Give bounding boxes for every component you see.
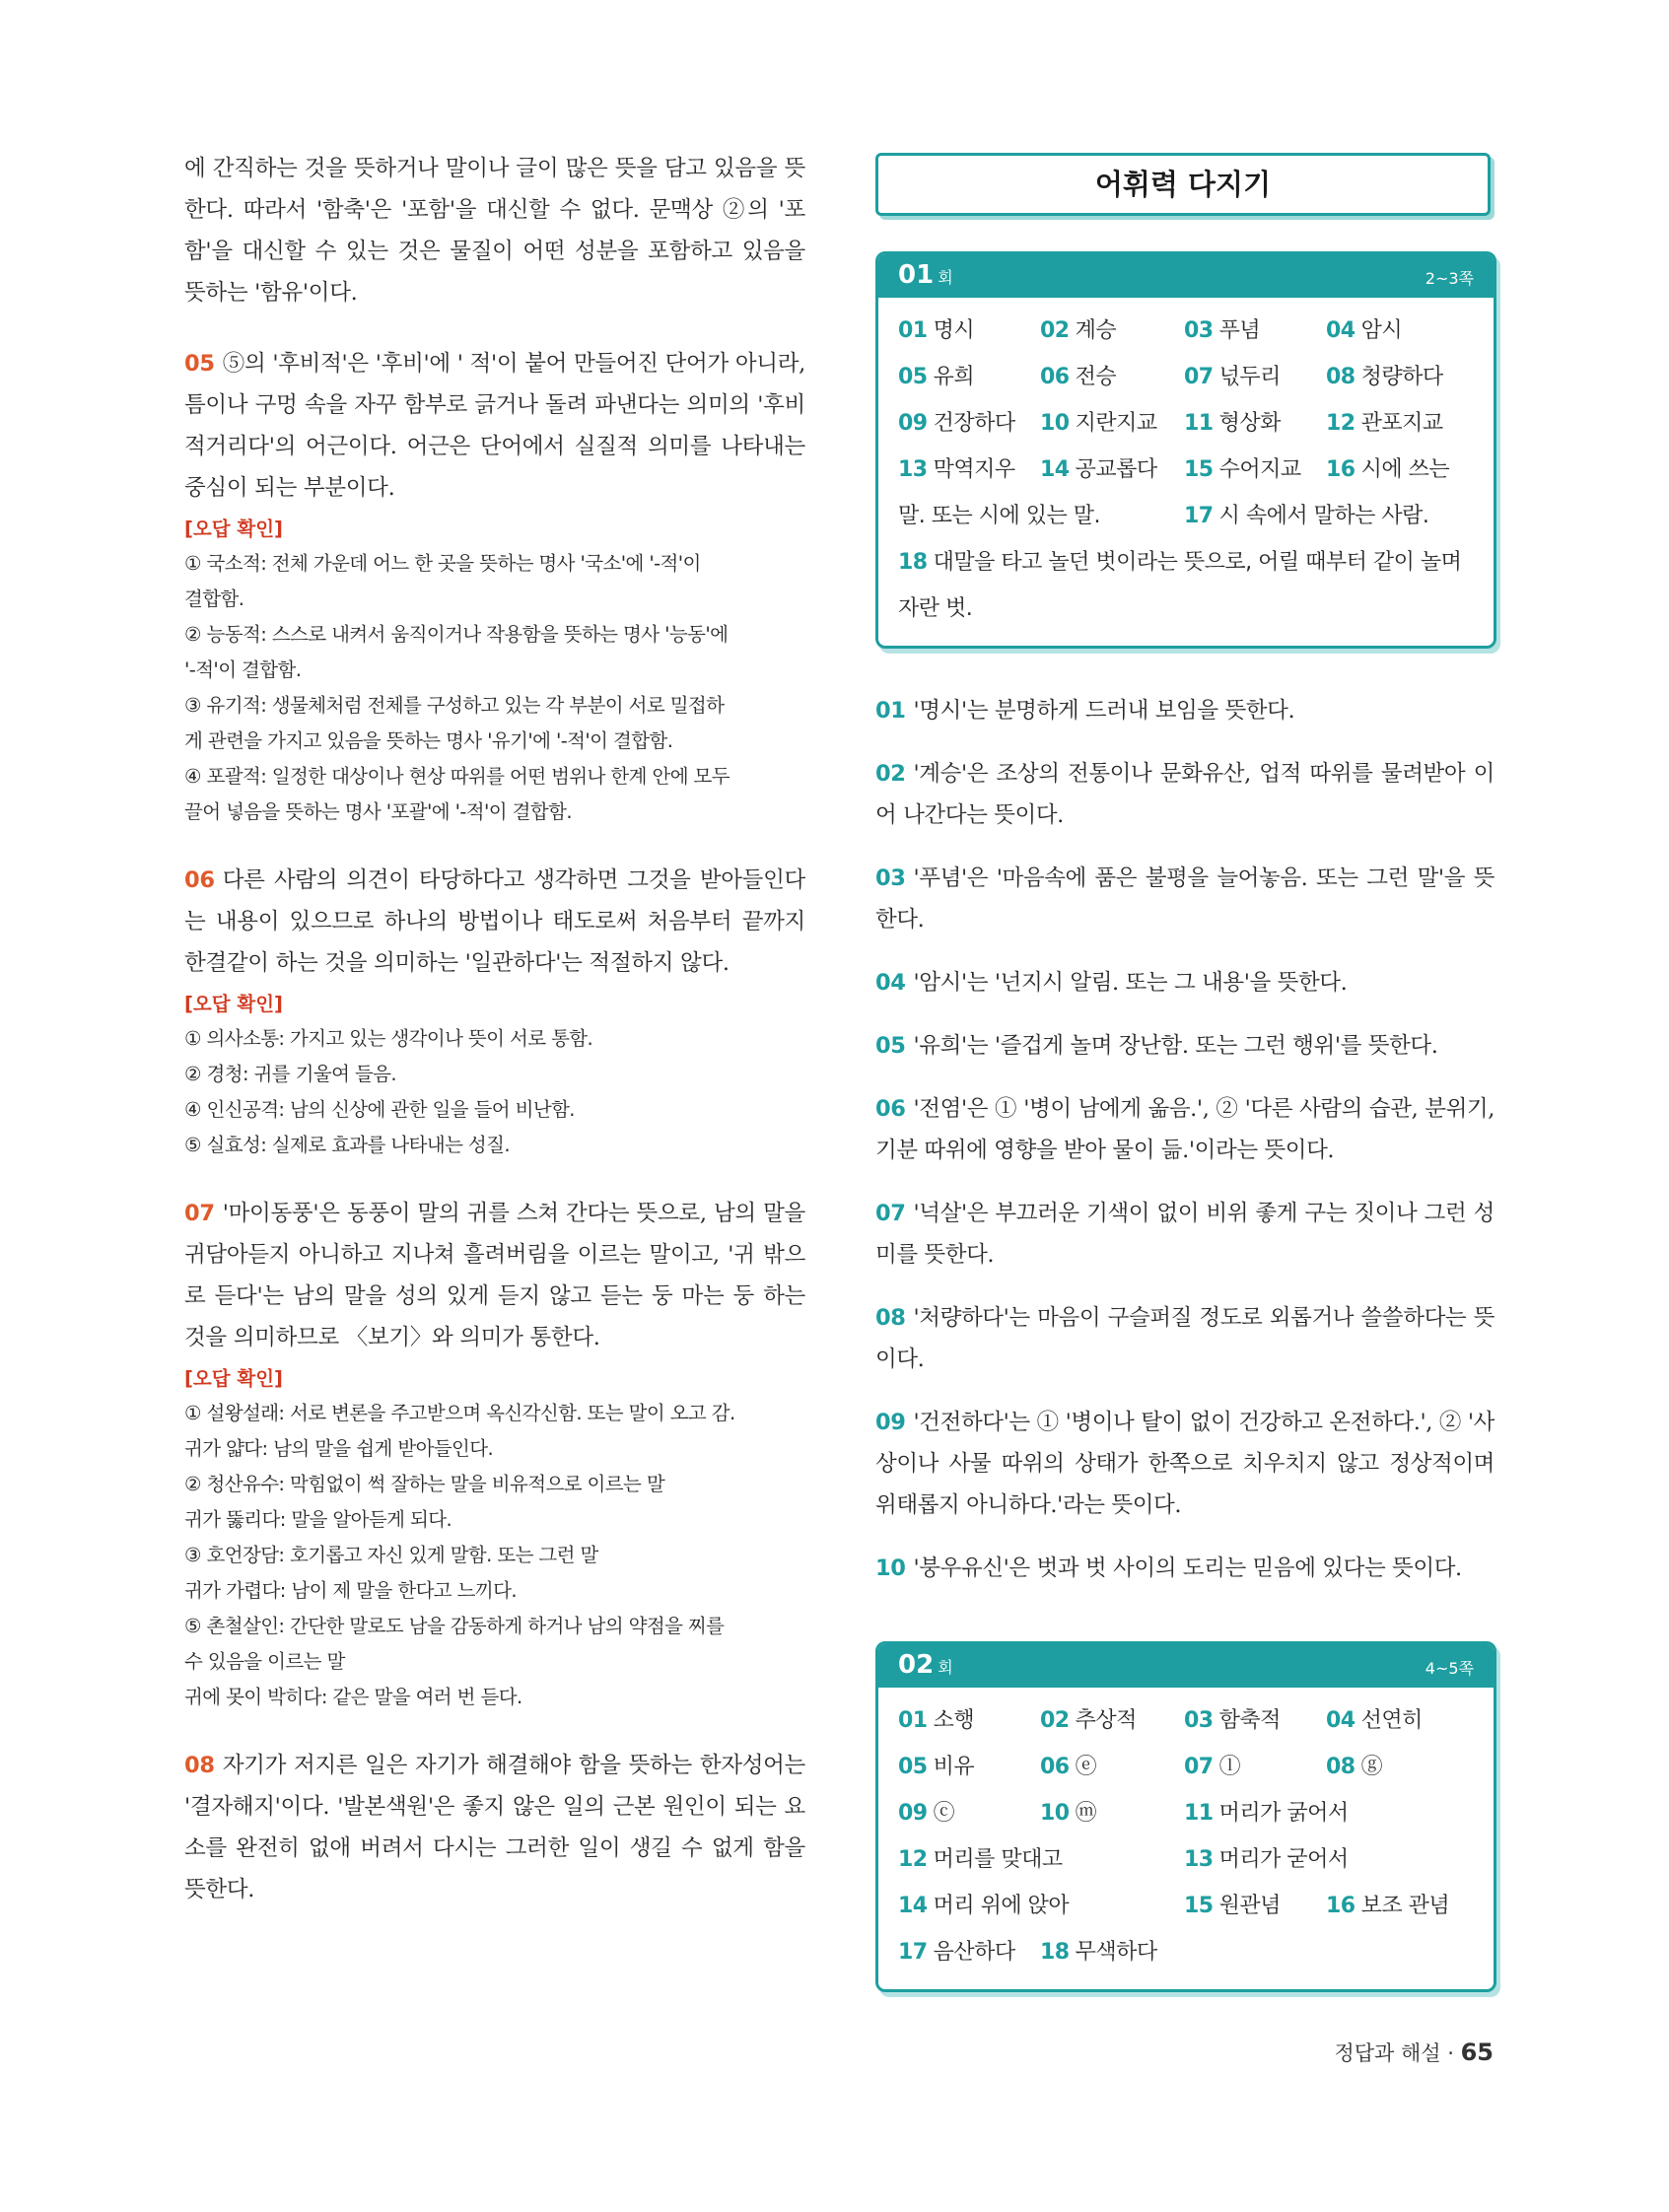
item-number: 18 bbox=[898, 550, 928, 575]
item-answer: ⓔ bbox=[1075, 1755, 1097, 1779]
vocab-answer bbox=[898, 1929, 1040, 1975]
check-line: 귀에 못이 박히다: 같은 말을 여러 번 듣다. bbox=[184, 1686, 522, 1708]
q05-number: 05 bbox=[184, 351, 215, 377]
item-number: 14 bbox=[1040, 457, 1070, 482]
q06-paragraph bbox=[184, 860, 805, 984]
vocab-answer bbox=[1040, 1929, 1184, 1975]
vocab-answer bbox=[1326, 1883, 1488, 1929]
vocab-answer bbox=[898, 1744, 1040, 1790]
round-suffix: 회 bbox=[938, 1658, 953, 1677]
vocab-answer bbox=[898, 493, 1184, 539]
item-number: 16 bbox=[1326, 1894, 1356, 1918]
vocab-answer bbox=[1040, 447, 1184, 493]
item-number: 15 bbox=[1184, 457, 1214, 482]
vocab-answer bbox=[898, 1883, 1184, 1929]
q07-number: 07 bbox=[184, 1201, 215, 1226]
section-title: 어휘력 다지기 bbox=[875, 153, 1491, 216]
check-line: 결합함. bbox=[184, 588, 244, 610]
answer-number: 04 bbox=[875, 970, 906, 996]
item-answer: 추상적 bbox=[1075, 1708, 1137, 1733]
check-line: ② 능동적: 스스로 내켜서 움직이거나 작용함을 뜻하는 명사 '능동'에 bbox=[184, 623, 729, 646]
round-suffix: 회 bbox=[938, 268, 953, 287]
vocab-answer bbox=[1326, 447, 1488, 493]
item-number: 06 bbox=[1040, 365, 1070, 389]
round-01-body bbox=[878, 298, 1494, 646]
item-number: 11 bbox=[1184, 411, 1214, 436]
answer-explanation bbox=[875, 962, 1495, 1003]
answer-number: 06 bbox=[875, 1096, 906, 1122]
item-answer: 유희 bbox=[933, 365, 975, 389]
q05-text: ⑤의 '후비적'은 '후비'에 ' 적'이 붙어 만들어진 단어가 아니라, 틈이나 구멍 속을 자꾸 함부로 긁거나 돌려 파낸다는 의미의 '후비적거리다'의 어근이다. 어근은 단어에서 실질적 의미를 나타내는 중심이 되는 부분이다. bbox=[184, 351, 805, 501]
item-answer: 말. 또는 시에 있는 말. bbox=[898, 504, 1100, 528]
item-number: 05 bbox=[898, 1755, 928, 1779]
vocab-answer bbox=[1184, 308, 1326, 354]
answer-list bbox=[875, 690, 1495, 1589]
round-02-label bbox=[898, 1650, 953, 1680]
vocab-answer bbox=[1184, 1790, 1488, 1836]
check-line: 수 있음을 이르는 말 bbox=[184, 1650, 345, 1673]
check-line: 게 관련을 가지고 있음을 뜻하는 명사 '유기'에 '-적'이 결합함. bbox=[184, 729, 673, 752]
answer-explanation bbox=[875, 690, 1495, 731]
item-answer: 수어지교 bbox=[1218, 457, 1301, 482]
answer-number: 03 bbox=[875, 865, 906, 891]
item-answer: 시에 쓰는 bbox=[1360, 457, 1450, 482]
vocab-answer bbox=[1326, 1744, 1488, 1790]
vocab-answer bbox=[1184, 1697, 1326, 1744]
round-01-header bbox=[878, 254, 1494, 298]
q07-paragraph bbox=[184, 1193, 805, 1358]
item-answer: 계승 bbox=[1075, 318, 1117, 343]
q07-block bbox=[184, 1193, 805, 1715]
check-line: ③ 호언장담: 호기롭고 자신 있게 말함. 또는 그런 말 bbox=[184, 1544, 598, 1566]
item-number: 10 bbox=[1040, 1801, 1070, 1826]
item-answer: 머리가 굳어서 bbox=[1218, 1847, 1349, 1872]
answer-text: '푸념'은 '마음속에 품은 불평을 늘어놓음. 또는 그런 말'을 뜻한다. bbox=[875, 865, 1495, 933]
item-number: 03 bbox=[1184, 318, 1214, 343]
item-answer: 대말을 타고 놀던 벗이라는 뜻으로, 어릴 때부터 같이 놀며 자란 벗. bbox=[898, 550, 1462, 621]
vocab-answer bbox=[898, 400, 1040, 447]
check-line: ① 국소적: 전체 가운데 어느 한 곳을 뜻하는 명사 '국소'에 '-적'이 bbox=[184, 552, 701, 575]
answer-explanations bbox=[875, 690, 1495, 1589]
answer-text: '명시'는 분명하게 드러내 보임을 뜻한다. bbox=[913, 698, 1295, 724]
answer-text: '계승'은 조상의 전통이나 문화유산, 업적 따위를 물려받아 이어 나간다는 뜻이다. bbox=[875, 761, 1495, 828]
answer-number: 07 bbox=[875, 1201, 906, 1226]
item-number: 14 bbox=[898, 1894, 928, 1918]
check-line: ⑤ 촌철살인: 간단한 말로도 남을 감동하게 하거나 남의 약점을 찌를 bbox=[184, 1615, 725, 1637]
item-number: 18 bbox=[1040, 1940, 1070, 1965]
vocab-answer bbox=[1040, 1744, 1184, 1790]
item-answer: ⓜ bbox=[1075, 1801, 1097, 1826]
item-answer: 머리가 굵어서 bbox=[1218, 1801, 1349, 1826]
answer-text: '붕우유신'은 벗과 벗 사이의 도리는 믿음에 있다는 뜻이다. bbox=[913, 1555, 1462, 1581]
answer-explanation bbox=[875, 1548, 1495, 1589]
item-answer: 형상화 bbox=[1218, 411, 1281, 436]
vocab-answer bbox=[1040, 308, 1184, 354]
item-answer: 관포지교 bbox=[1360, 411, 1443, 436]
check-line: ① 의사소통: 가지고 있는 생각이나 뜻이 서로 통함. bbox=[184, 1027, 593, 1050]
q06-block bbox=[184, 860, 805, 1163]
item-number: 02 bbox=[1040, 318, 1070, 343]
q05-check-title: [오답 확인] bbox=[184, 518, 283, 540]
item-number: 16 bbox=[1326, 457, 1356, 482]
item-number: 01 bbox=[898, 318, 928, 343]
vocab-answer bbox=[1040, 1697, 1184, 1744]
answer-number: 10 bbox=[875, 1555, 906, 1581]
vocab-answer bbox=[1184, 447, 1326, 493]
answer-number: 02 bbox=[875, 761, 906, 787]
item-number: 11 bbox=[1184, 1801, 1214, 1826]
q07-check-title: [오답 확인] bbox=[184, 1367, 283, 1390]
round-02-pages: 4~5쪽 bbox=[1425, 1659, 1474, 1678]
vocab-answer bbox=[1040, 1790, 1184, 1836]
item-number: 12 bbox=[898, 1847, 928, 1872]
item-number: 17 bbox=[898, 1940, 928, 1965]
check-line: 귀가 뚫리다: 말을 알아듣게 되다. bbox=[184, 1508, 452, 1531]
answer-text: '건전하다'는 ① '병이나 탈이 없이 건강하고 온전하다.', ② '사상이나 사물 따위의 상태가 한쪽으로 치우치지 않고 정상적이며 위태롭지 아니하다.'라는 뜻이다. bbox=[875, 1410, 1495, 1518]
answer-number: 01 bbox=[875, 698, 906, 724]
q07-text: '마이동풍'은 동풍이 말의 귀를 스쳐 간다는 뜻으로, 남의 말을 귀담아듣지 아니하고 지나쳐 흘려버림을 이르는 말이고, '귀 밖으로 듣다'는 남의 말을 성의 있게 듣지 않고 듣는 둥 마는 둥 하는 것을 의미하므로 〈보기〉와 의미가 통한다. bbox=[184, 1201, 805, 1350]
answer-explanation bbox=[875, 1088, 1495, 1171]
vocab-answer bbox=[898, 354, 1040, 400]
answer-explanation bbox=[875, 1025, 1495, 1067]
item-answer: ⓛ bbox=[1218, 1755, 1241, 1779]
answer-number: 05 bbox=[875, 1033, 906, 1059]
round-01-box bbox=[875, 251, 1496, 649]
item-number: 12 bbox=[1326, 411, 1356, 436]
round-01-grid bbox=[898, 308, 1474, 632]
vocab-answer bbox=[1326, 354, 1488, 400]
item-number: 09 bbox=[898, 1801, 928, 1826]
round-02-body bbox=[878, 1688, 1494, 1989]
item-answer: 푸념 bbox=[1218, 318, 1261, 343]
vocab-answer bbox=[898, 1790, 1040, 1836]
q05-paragraph bbox=[184, 343, 805, 509]
item-answer: 암시 bbox=[1360, 318, 1403, 343]
round-01-pages: 2~3쪽 bbox=[1425, 269, 1474, 288]
item-number: 08 bbox=[1326, 1755, 1356, 1779]
answer-text: '암시'는 '넌지시 알림. 또는 그 내용'을 뜻한다. bbox=[913, 970, 1348, 996]
item-answer: 무색하다 bbox=[1075, 1940, 1157, 1965]
item-answer: 함축적 bbox=[1218, 1708, 1281, 1733]
vocab-answer bbox=[1040, 400, 1184, 447]
item-number: 08 bbox=[1326, 365, 1356, 389]
vocab-answer bbox=[1326, 400, 1488, 447]
vocab-answer bbox=[1184, 1836, 1488, 1883]
item-number: 15 bbox=[1184, 1894, 1214, 1918]
check-line: ① 설왕설래: 서로 변론을 주고받으며 옥신각신함. 또는 말이 오고 감. bbox=[184, 1402, 735, 1424]
item-answer: 보조 관념 bbox=[1360, 1894, 1450, 1918]
item-answer: 음산하다 bbox=[933, 1940, 1015, 1965]
answer-text: '처량하다'는 마음이 구슬퍼질 정도로 외롭거나 쓸쓸하다는 뜻이다. bbox=[875, 1305, 1495, 1372]
item-number: 07 bbox=[1184, 1755, 1214, 1779]
item-number: 13 bbox=[1184, 1847, 1214, 1872]
vocab-answer bbox=[898, 1697, 1040, 1744]
round-number: 02 bbox=[898, 1650, 935, 1680]
item-answer: 소행 bbox=[933, 1708, 975, 1733]
item-answer: 공교롭다 bbox=[1075, 457, 1157, 482]
item-answer: 전승 bbox=[1075, 365, 1117, 389]
q06-text: 다른 사람의 의견이 타당하다고 생각하면 그것을 받아들인다는 내용이 있으므로 하나의 방법이나 태도로써 처음부터 끝까지 한결같이 하는 것을 의미하는 '일관하다'는 적절하지 않다. bbox=[184, 867, 805, 976]
check-line: ② 청산유수: 막힘없이 썩 잘하는 말을 비유적으로 이르는 말 bbox=[184, 1473, 665, 1495]
q06-check-list bbox=[184, 1021, 805, 1163]
item-number: 03 bbox=[1184, 1708, 1214, 1733]
check-line: 귀가 가렵다: 남이 제 말을 한다고 느끼다. bbox=[184, 1579, 517, 1602]
item-answer: 머리 위에 앉아 bbox=[933, 1894, 1070, 1918]
vocab-answer bbox=[898, 539, 1488, 632]
q08-paragraph bbox=[184, 1745, 805, 1910]
item-number: 05 bbox=[898, 365, 928, 389]
item-number: 02 bbox=[1040, 1708, 1070, 1733]
check-line: ⑤ 실효성: 실제로 효과를 나타내는 성질. bbox=[184, 1134, 510, 1156]
item-number: 01 bbox=[898, 1708, 928, 1733]
left-column bbox=[184, 148, 805, 1910]
right-column bbox=[875, 153, 1495, 1965]
round-01-label bbox=[898, 260, 953, 290]
answer-explanation bbox=[875, 858, 1495, 940]
item-answer: 막역지우 bbox=[933, 457, 1015, 482]
item-number: 04 bbox=[1326, 1708, 1356, 1733]
check-line: ④ 인신공격: 남의 신상에 관한 일을 들어 비난함. bbox=[184, 1098, 575, 1121]
item-number: 07 bbox=[1184, 365, 1214, 389]
item-answer: 청량하다 bbox=[1360, 365, 1443, 389]
item-number: 06 bbox=[1040, 1755, 1070, 1779]
item-answer: 머리를 맞대고 bbox=[933, 1847, 1063, 1872]
round-02-header bbox=[878, 1644, 1494, 1688]
check-line: 귀가 얇다: 남의 말을 쉽게 받아들인다. bbox=[184, 1437, 494, 1460]
item-answer: ⓒ bbox=[933, 1801, 955, 1826]
item-answer: 지란지교 bbox=[1075, 411, 1157, 436]
vocab-answer bbox=[1326, 1697, 1488, 1744]
item-number: 04 bbox=[1326, 318, 1356, 343]
check-line: 끌어 넣음을 뜻하는 명사 '포괄'에 '-적'이 결합함. bbox=[184, 800, 572, 823]
answer-explanation bbox=[875, 1193, 1495, 1276]
q05-check-list bbox=[184, 546, 805, 830]
item-number: 10 bbox=[1040, 411, 1070, 436]
q07-check-list bbox=[184, 1396, 805, 1715]
vocab-answer bbox=[1184, 1883, 1326, 1929]
vocab-answer bbox=[1040, 354, 1184, 400]
page-footer bbox=[1334, 2038, 1494, 2067]
q06-number: 06 bbox=[184, 867, 215, 893]
q06-check-title: [오답 확인] bbox=[184, 993, 283, 1015]
vocab-answer bbox=[1184, 493, 1488, 539]
vocab-answer bbox=[1184, 354, 1326, 400]
item-answer: 비유 bbox=[933, 1755, 975, 1779]
answer-text: '유희'는 '즐겁게 놀며 장난함. 또는 그런 행위'를 뜻한다. bbox=[913, 1033, 1438, 1059]
item-number: 17 bbox=[1184, 504, 1214, 528]
check-line: ② 경청: 귀를 기울여 들음. bbox=[184, 1063, 396, 1085]
vocab-answer bbox=[1184, 1744, 1326, 1790]
intro-paragraph: 에 간직하는 것을 뜻하거나 말이나 글이 많은 뜻을 담고 있음을 뜻한다. 따라서 '함축'은 '포함'을 대신할 수 없다. 문맥상 ②의 '포함'을 대신할 수 있는 것은 물질이 어떤 성분을 포함하고 있음을 뜻하는 '함유'이다. bbox=[184, 156, 805, 306]
vocab-answer bbox=[898, 1836, 1184, 1883]
answer-number: 09 bbox=[875, 1410, 906, 1435]
check-line: ③ 유기적: 생물체처럼 전체를 구성하고 있는 각 부분이 서로 밀접하 bbox=[184, 694, 725, 717]
item-answer: 원관념 bbox=[1218, 1894, 1281, 1918]
item-answer: 넋두리 bbox=[1218, 365, 1281, 389]
item-answer: 시 속에서 말하는 사람. bbox=[1218, 504, 1429, 528]
answer-explanation bbox=[875, 1297, 1495, 1380]
check-line: '-적'이 결합함. bbox=[184, 658, 302, 681]
q08-text: 자기가 저지른 일은 자기가 해결해야 함을 뜻하는 한자성어는 '결자해지'이다. '발본색원'은 좋지 않은 일의 근본 원인이 되는 요소를 완전히 없애 버려서 다시는 그러한 일이 생길 수 없게 함을 뜻한다. bbox=[184, 1753, 805, 1902]
answer-number: 08 bbox=[875, 1305, 906, 1331]
q05-block bbox=[184, 343, 805, 830]
round-02-box bbox=[875, 1641, 1496, 1992]
vocab-answer bbox=[1184, 400, 1326, 447]
round-02-grid bbox=[898, 1697, 1474, 1975]
footer-label: 정답과 해설 · bbox=[1334, 2041, 1454, 2065]
q08-number: 08 bbox=[184, 1753, 215, 1778]
item-answer: 명시 bbox=[933, 318, 975, 343]
item-answer: 선연히 bbox=[1360, 1708, 1423, 1733]
vocab-answer bbox=[1326, 308, 1488, 354]
item-number: 13 bbox=[898, 457, 928, 482]
round-number: 01 bbox=[898, 260, 935, 290]
item-answer: 건장하다 bbox=[933, 411, 1015, 436]
vocab-answer bbox=[898, 308, 1040, 354]
vocab-answer bbox=[898, 447, 1040, 493]
item-number: 09 bbox=[898, 411, 928, 436]
answer-text: '넉살'은 부끄러운 기색이 없이 비위 좋게 구는 짓이나 그런 성미를 뜻한다. bbox=[875, 1201, 1495, 1268]
item-answer: ⓖ bbox=[1360, 1755, 1383, 1779]
answer-explanation bbox=[875, 753, 1495, 836]
check-line: ④ 포괄적: 일정한 대상이나 현상 따위를 어떤 범위나 한계 안에 모두 bbox=[184, 765, 730, 788]
q08-block bbox=[184, 1745, 805, 1910]
answer-text: '전염'은 ① '병이 남에게 옮음.', ② '다른 사람의 습관, 분위기, 기분 따위에 영향을 받아 물이 듦.'이라는 뜻이다. bbox=[875, 1096, 1495, 1163]
answer-explanation bbox=[875, 1402, 1495, 1526]
page-number: 65 bbox=[1460, 2039, 1494, 2066]
